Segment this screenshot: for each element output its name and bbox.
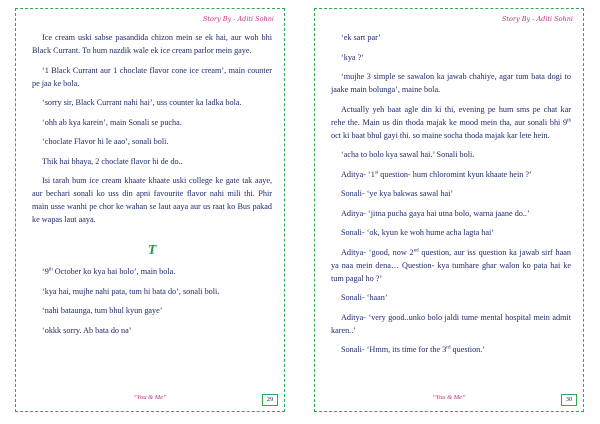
paragraph-text: October ko kya hai bolo’, main bola. — [52, 267, 176, 276]
paragraph — [331, 343, 571, 356]
paragraph-text: Sonali- ‘Hmm, its time for the 3 — [341, 345, 447, 354]
paragraph: Thik hai bhaya, 2 choclate flavor hi de do.. — [42, 156, 183, 166]
paragraph: Aditya- ‘jitna pucha gaya hai utna bolo, warna jaane do..’ — [341, 208, 530, 218]
right-page-footer: “You & Me” — [432, 394, 466, 401]
page-number: 29 — [262, 394, 278, 406]
left-page-header: Story By - Aditi Sohni — [202, 15, 274, 23]
paragraph-text: question.’ — [450, 345, 486, 354]
paragraph-text: Actually yeh baat agle din ki thi, evening pe hum sms pe chat kar rehe the. Main us din thoda majak ke mood mein tha, aur sonali bhi 9 — [331, 104, 571, 127]
superscript: th — [48, 267, 53, 273]
paragraph: ‘choclate Flavor hi le aao’, sonali boli. — [42, 137, 169, 146]
paragraph: Isi tarah hum ice cream khaate khaate uski college ke gate tak aaye, aur bechari sonali ko uss din apni favourite flavor nahi mili thi. Phir main usse wanhi pe chor ke wahan se laut aaya aur us raat ko Bus pakad ke wapas laut aaya. — [32, 176, 272, 224]
page-number: 30 — [561, 394, 577, 406]
paragraph: Ice cream uski sabse pasandida chizon mein se ek hai, aur woh bhi Black Currant. To hum nazdik wale ek ice cream parlor mein gaye. — [32, 33, 272, 55]
right-page — [314, 8, 584, 412]
paragraph — [331, 246, 571, 285]
paragraph: ‘kya ?’ — [341, 52, 364, 62]
superscript: rd — [446, 345, 451, 351]
paragraph: ‘sorry sir, Black Currant nahi hai’, uss counter ka ladka bola. — [42, 98, 242, 107]
superscript: nd — [413, 247, 419, 253]
right-page-header: Story By - Aditi Sohni — [501, 15, 573, 23]
paragraph-text: Aditya- ‘good, now 2 — [341, 247, 414, 257]
left-page-footer: “You & Me” — [133, 394, 167, 401]
section-divider: T — [147, 243, 157, 258]
paragraph: Sonali- ‘ok, kyun ke woh hume acha lagta hai’ — [341, 228, 495, 237]
paragraph: ‘nahi bataunga, tum bhul kyun gaye’ — [42, 306, 163, 315]
paragraph-text: Aditya- ‘1 — [341, 169, 375, 179]
paragraph: ‘ek sart par’ — [341, 33, 381, 42]
paragraph: ‘ohh ab kya karein’, main Sonali se pucha. — [42, 117, 182, 127]
paragraph-text: question, aur iss question ka jawab sirf haan ya naa mein dena… Question- kya tumhare ghar walon ko pata hai ke tum pagal ho ?’ — [331, 247, 571, 283]
paragraph-text: oct ki baat bhul gayi thi. so maine socha thoda majak kar lete hein. — [331, 130, 550, 140]
paragraph: Aditya- ‘very good..unko bolo jaldi tume mental hospital mein admit karen..’ — [331, 312, 571, 335]
paragraph: ‘mujhe 3 simple se sawalon ka jawab chahiye, agar tum bata dogi to jaake main bolunga’, maine bola. — [331, 72, 571, 94]
paragraph — [32, 265, 272, 278]
paragraph — [331, 103, 571, 142]
paragraph: ‘kya hai, mujhe nahi pata, tum hi bata do’, sonali boli. — [42, 286, 220, 296]
right-page-body — [331, 31, 571, 363]
paragraph-text: question- hum chloromint kyun khaate hein ?’ — [378, 169, 532, 179]
superscript: st — [374, 169, 379, 175]
paragraph: Sonali- ‘haan’ — [341, 293, 388, 302]
paragraph: Sonali- ‘ye kya bakwas sawal hai’ — [341, 189, 454, 198]
paragraph: ‘okkk sorry. Ab bata do na’ — [42, 325, 132, 335]
paragraph — [331, 168, 571, 181]
paragraph: ‘1 Black Currant aur 1 choclate flavor cone ice cream’, main counter pe jaa ke bola. — [32, 65, 272, 88]
paragraph-text: ‘9 — [42, 267, 49, 276]
left-page-body — [32, 31, 272, 343]
superscript: th — [567, 117, 571, 123]
paragraph: ‘acha to bolo kya sawal hai.’ Sonali boli. — [341, 150, 475, 159]
left-page — [15, 8, 285, 412]
